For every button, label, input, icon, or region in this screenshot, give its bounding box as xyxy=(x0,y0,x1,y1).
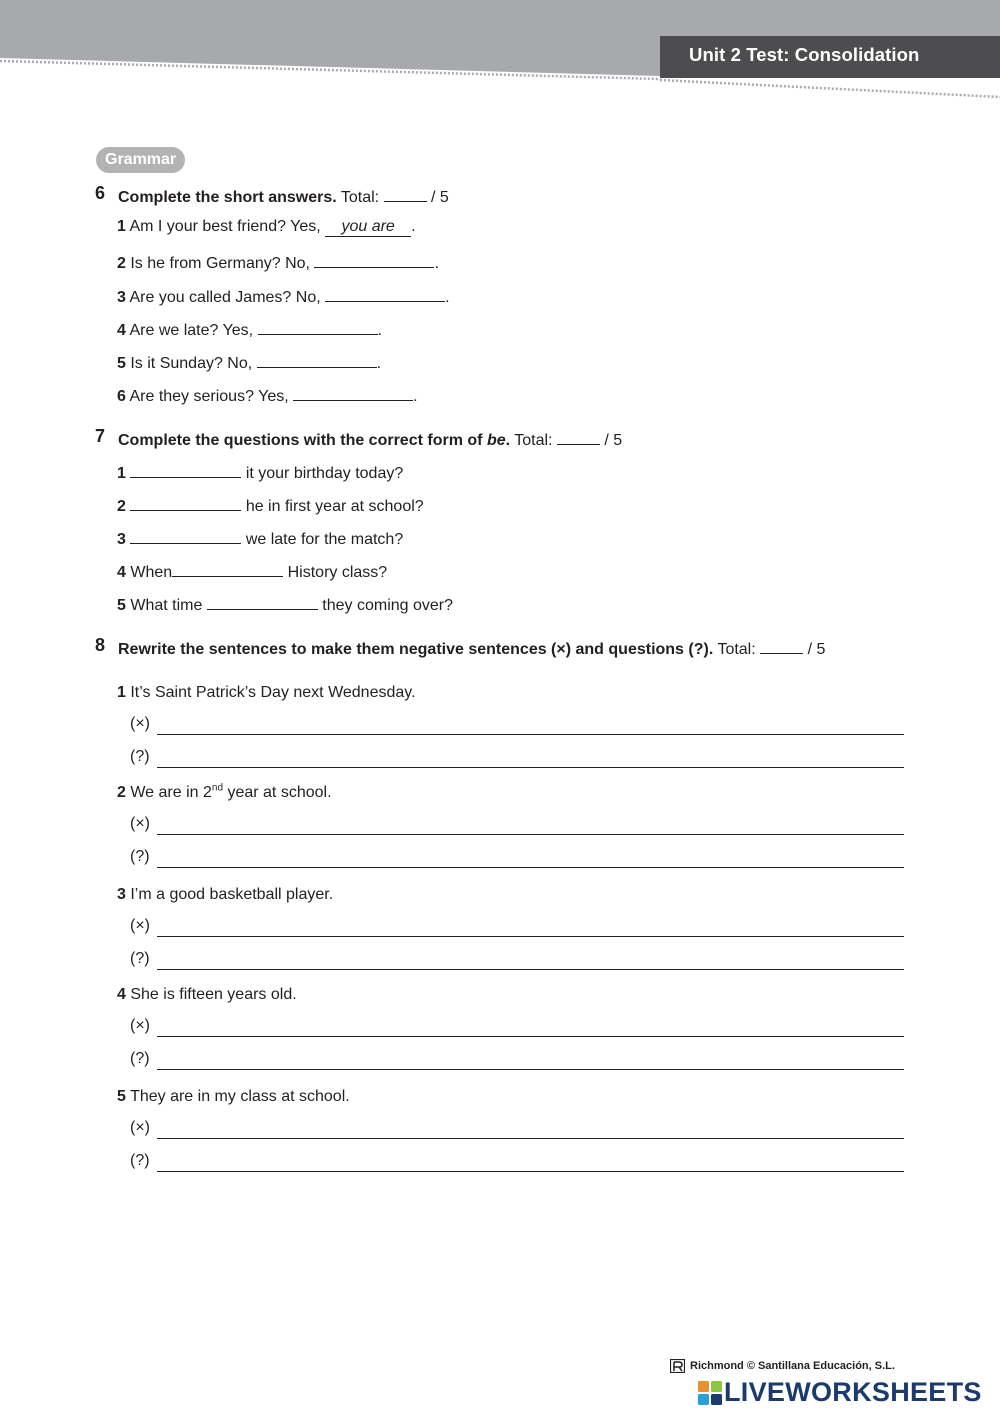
list-item xyxy=(117,461,403,483)
exercise-number: 8 xyxy=(95,635,106,655)
list-item xyxy=(117,560,387,582)
answer-line[interactable] xyxy=(157,867,904,868)
question-mark: (?) xyxy=(130,748,150,765)
instruction-end: . xyxy=(505,432,511,449)
list-item xyxy=(117,1088,350,1106)
item-number: 2 xyxy=(117,255,126,272)
answer-blank[interactable] xyxy=(172,560,283,577)
brand-text: LIVEWORKSHEETS xyxy=(724,1377,982,1407)
total-label: Total: xyxy=(340,189,380,206)
exercise-number: 7 xyxy=(95,426,106,446)
answer-line[interactable] xyxy=(157,1138,904,1139)
item-number: 1 xyxy=(117,684,126,701)
item-end: . xyxy=(411,218,416,235)
answer-line[interactable] xyxy=(157,936,904,937)
list-item xyxy=(117,251,439,273)
question-mark: (?) xyxy=(130,950,150,967)
list-item xyxy=(117,886,333,904)
answer-line[interactable] xyxy=(157,767,904,768)
list-item xyxy=(117,527,403,549)
answer-blank[interactable] xyxy=(293,384,413,401)
list-item xyxy=(117,351,381,373)
total-max: / 5 xyxy=(431,189,449,206)
exercise-instruction xyxy=(118,185,449,207)
question-mark: (?) xyxy=(130,848,150,865)
instruction-keyword: be xyxy=(486,432,506,449)
item-text: Is he from Germany? No, xyxy=(130,255,310,272)
question-answer-row xyxy=(130,848,904,868)
item-text-end: History class? xyxy=(287,564,388,581)
item-number: 3 xyxy=(117,886,126,903)
item-end: . xyxy=(445,289,450,306)
item-text: What time xyxy=(130,597,203,614)
item-text: We are in 2 xyxy=(130,784,212,801)
item-number: 4 xyxy=(117,322,126,339)
instruction-text: Complete the short answers. xyxy=(118,189,337,206)
item-end: . xyxy=(434,255,439,272)
question-answer-row xyxy=(130,950,904,970)
answer-blank[interactable] xyxy=(314,251,434,268)
item-number: 5 xyxy=(117,597,126,614)
answer-blank[interactable] xyxy=(130,527,241,544)
item-text: I’m a good basketball player. xyxy=(130,886,334,903)
score-blank[interactable] xyxy=(384,185,427,202)
copyright-notice xyxy=(670,1359,895,1373)
negative-answer-row xyxy=(130,917,904,937)
item-text: She is fifteen years old. xyxy=(130,986,297,1003)
item-number: 2 xyxy=(117,498,126,515)
item-text-end: they coming over? xyxy=(322,597,454,614)
negative-answer-row xyxy=(130,715,904,735)
list-item xyxy=(117,384,418,406)
question-answer-row xyxy=(130,1152,904,1172)
negative-mark: (×) xyxy=(130,715,150,732)
item-number: 3 xyxy=(117,289,126,306)
item-text-end: year at school. xyxy=(223,784,332,801)
item-text: he in first year at school? xyxy=(245,498,424,515)
item-number: 6 xyxy=(117,388,126,405)
list-item xyxy=(117,218,416,237)
negative-mark: (×) xyxy=(130,917,150,934)
item-number: 5 xyxy=(117,1088,126,1105)
item-text: it your birthday today? xyxy=(245,465,404,482)
question-answer-row xyxy=(130,748,904,768)
exercise-number: 6 xyxy=(95,183,106,203)
negative-answer-row xyxy=(130,1119,904,1139)
question-mark: (?) xyxy=(130,1050,150,1067)
list-item xyxy=(117,593,453,615)
answer-line[interactable] xyxy=(157,1069,904,1070)
page-header xyxy=(0,0,1000,100)
instruction-text: Rewrite the sentences to make them negative sentences (×) and questions (?). xyxy=(118,641,714,658)
item-text: Am I your best friend? Yes, xyxy=(129,218,321,235)
ordinal-suffix: nd xyxy=(211,782,224,794)
question-mark: (?) xyxy=(130,1152,150,1169)
answer-blank[interactable] xyxy=(130,461,241,478)
score-blank[interactable] xyxy=(557,428,600,445)
item-number: 1 xyxy=(117,218,126,235)
liveworksheets-grid-icon xyxy=(698,1381,722,1405)
negative-answer-row xyxy=(130,815,904,835)
copyright-text: Richmond © Santillana Educación, S.L. xyxy=(690,1360,895,1372)
question-answer-row xyxy=(130,1050,904,1070)
section-label: Grammar xyxy=(96,147,185,173)
list-item xyxy=(117,684,416,702)
item-number: 3 xyxy=(117,531,126,548)
item-text: Are they serious? Yes, xyxy=(129,388,289,405)
list-item xyxy=(117,494,424,516)
answer-line[interactable] xyxy=(157,734,904,735)
answer-blank[interactable] xyxy=(325,285,445,302)
total-label: Total: xyxy=(514,432,553,449)
item-number: 5 xyxy=(117,355,126,372)
negative-mark: (×) xyxy=(130,1017,150,1034)
list-item xyxy=(117,285,450,307)
instruction-text: Complete the questions with the correct form of xyxy=(118,432,483,449)
list-item xyxy=(117,986,297,1004)
example-answer: you are xyxy=(325,218,411,237)
exercise-instruction xyxy=(118,637,825,659)
answer-line[interactable] xyxy=(157,1171,904,1172)
item-text: It’s Saint Patrick’s Day next Wednesday. xyxy=(130,684,416,701)
richmond-logo-icon xyxy=(670,1359,685,1373)
answer-blank[interactable] xyxy=(257,351,377,368)
liveworksheets-logo[interactable] xyxy=(698,1377,982,1408)
score-blank[interactable] xyxy=(760,637,803,654)
list-item xyxy=(117,784,332,802)
item-end: . xyxy=(377,322,383,339)
total-max: / 5 xyxy=(807,641,826,658)
item-text: we late for the match? xyxy=(245,531,404,548)
answer-line[interactable] xyxy=(157,1036,904,1037)
answer-line[interactable] xyxy=(157,969,904,970)
item-text: Are we late? Yes, xyxy=(129,322,254,339)
item-end: . xyxy=(413,388,418,405)
item-number: 1 xyxy=(117,465,126,482)
negative-mark: (×) xyxy=(130,815,150,832)
item-number: 2 xyxy=(117,784,126,801)
page-title: Unit 2 Test: Consolidation xyxy=(689,44,920,65)
answer-blank[interactable] xyxy=(130,494,241,511)
item-number: 4 xyxy=(117,986,126,1003)
negative-mark: (×) xyxy=(130,1119,150,1136)
total-max: / 5 xyxy=(604,432,623,449)
exercise-instruction xyxy=(118,428,622,450)
negative-answer-row xyxy=(130,1017,904,1037)
item-text: Is it Sunday? No, xyxy=(130,355,253,372)
item-end: . xyxy=(376,355,382,372)
item-text: They are in my class at school. xyxy=(130,1088,350,1105)
answer-blank[interactable] xyxy=(258,318,378,335)
total-label: Total: xyxy=(717,641,756,658)
list-item xyxy=(117,318,382,340)
answer-line[interactable] xyxy=(157,834,904,835)
item-text: When xyxy=(130,564,173,581)
answer-blank[interactable] xyxy=(207,593,318,610)
item-text: Are you called James? No, xyxy=(129,289,321,306)
item-number: 4 xyxy=(117,564,126,581)
